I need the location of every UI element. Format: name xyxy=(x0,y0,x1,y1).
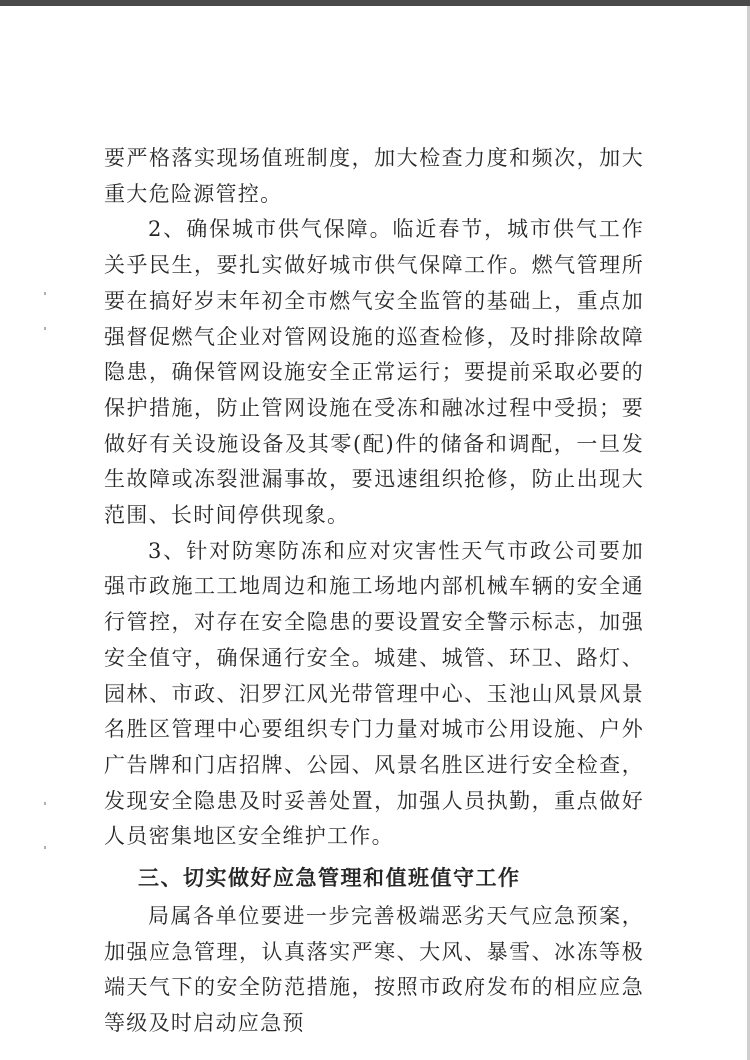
scan-mark xyxy=(44,292,46,295)
paragraph-gas-supply: 2、确保城市供气保障。临近春节，城市供气工作关乎民生，要扎实做好城市供气保障工作。燃气管理所要在搞好岁末年初全市燃气安全监管的基础上，重点加强督促燃气企业对管网设施的巡查检修，及时排除故障隐患，确保管网设施安全正常运行；要提前采取必要的保护措施，防止管网设施在受冻和融冰过程中受损；要做好有关设施设备及其零(配)件的储备和调配，一旦发生故障或冻裂泄漏事故，要迅速组织抢修，防止出现大范围、长时间停供现象。 xyxy=(104,217,644,528)
scan-mark xyxy=(44,802,46,805)
scan-mark xyxy=(44,327,46,330)
scan-top-border xyxy=(0,0,750,6)
paragraph-cold-weather-safety: 3、针对防寒防冻和应对灾害性天气市政公司要加强市政施工工地周边和施工场地内部机械车辆的安全通行管控，对存在安全隐患的要设置安全警示标志，加强安全值守，确保通行安全。城建、城管、环卫、路灯、园林、市政、汨罗江风光带管理中心、玉池山风景风景名胜区管理中心要组织专门力量对城市公用设施、户外广告牌和门店招牌、公园、风景名胜区进行安全检查，发现安全隐患及时妥善处置，加强人员执勤，重点做好人员密集地区安全维护工作。 xyxy=(104,538,644,849)
paragraph-continuation: 要严格落实现场值班制度，加大检查力度和频次，加大重大危险源管控。 xyxy=(104,146,644,206)
scan-mark xyxy=(44,846,46,849)
section-heading: 三、切实做好应急管理和值班值守工作 xyxy=(138,865,521,891)
document-body xyxy=(104,141,644,1042)
paragraph-emergency-management: 局属各单位要进一步完善极端恶劣天气应急预案，加强应急管理，认真落实严寒、大风、暴雪、冰冻等极端天气下的安全防范措施，按照市政府发布的相应应急等级及时启动应急预 xyxy=(104,904,644,1036)
